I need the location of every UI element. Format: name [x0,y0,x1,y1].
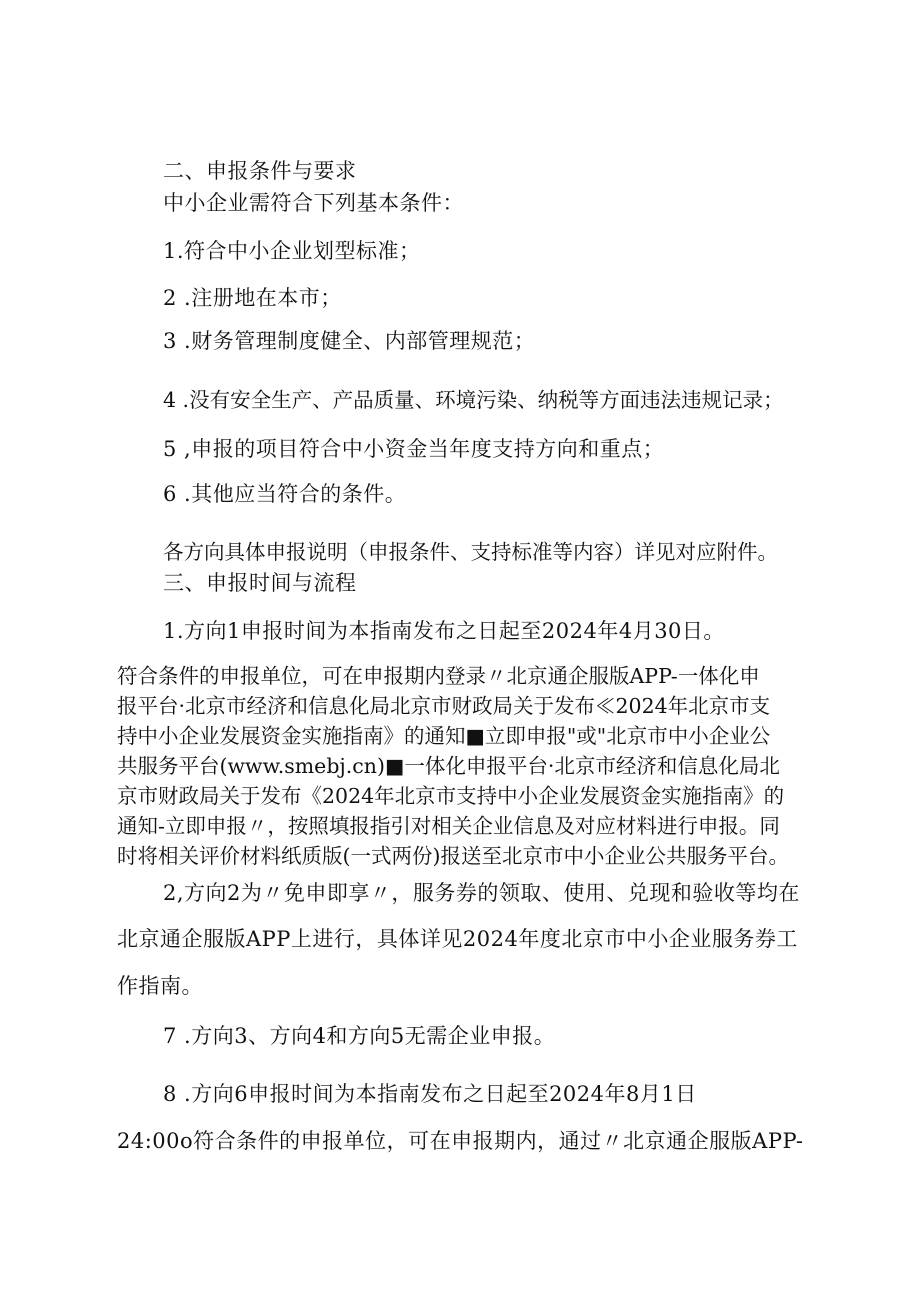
conditions-intro: 中小企业需符合下列基本条件： [163,191,464,215]
process-item-1-body-line: 持中小企业发展资金实施指南》的通知■立即申报"或"北京市中小企业公 [117,724,771,748]
condition-item-3: 3 .财务管理制度健全、内部管理规范； [163,329,536,353]
process-item-1-body-line: 通知-立即申报〃，按照填报指引对相关企业信息及对应材料进行申报。同 [117,814,780,838]
section2-heading: 二、申报条件与要求 [163,159,357,183]
section3-heading: 三、申报时间与流程 [163,571,357,595]
condition-item-6: 6 .其他应当符合的条件。 [163,482,407,506]
process-item-8-line: 8 .方向6申报时间为本指南发布之日起至2024年8月1日 [163,1082,697,1106]
attachment-note: 各方向具体申报说明（申报条件、支持标准等内容）详见对应附件。 [163,540,778,564]
condition-item-4: 4 .没有安全生产、产品质量、环境污染、纳税等方面违法违规记录； [163,388,784,412]
process-item-1-body-line: 时将相关评价材料纸质版(一式两份)报送至北京市中小企业公共服务平台。 [117,844,789,868]
process-item-1-body-line: 共服务平台(www.smebj.cn)■一体化申报平台·北京市经济和信息化局北 [117,754,780,778]
process-item-1-body-line: 报平台·北京市经济和信息化局北京市财政局关于发布≪2024年北京市支 [117,694,771,718]
process-item-7: 7 .方向3、方向4和方向5无需企业申报。 [163,1024,556,1048]
process-item-1-first-line: 1.方向1申报时间为本指南发布之日起至2024年4月30日。 [163,619,725,643]
process-item-2-line: 北京通企服版APP上进行，具体详见2024年度北京市中小企业服务券工 [117,927,798,951]
process-item-2-line: 2,方向2为〃免申即享〃，服务券的领取、使用、兑现和验收等均在 [163,881,800,905]
process-item-1-body-line: 京市财政局关于发布《2024年北京市支持中小企业发展资金实施指南》的 [117,784,785,808]
condition-item-2: 2 .注册地在本市； [163,286,342,310]
process-item-2-line: 作指南。 [117,974,203,998]
condition-item-1: 1.符合中小企业划型标准； [163,239,421,263]
condition-item-5: 5 ,申报的项目符合中小资金当年度支持方向和重点； [163,437,665,461]
process-item-8-line: 24:00o符合条件的申报单位，可在申报期内，通过〃北京通企服版APP- [117,1129,804,1153]
process-item-1-body-line: 符合条件的申报单位，可在申报期内登录〃北京通企服版APP-一体化申 [117,664,760,688]
